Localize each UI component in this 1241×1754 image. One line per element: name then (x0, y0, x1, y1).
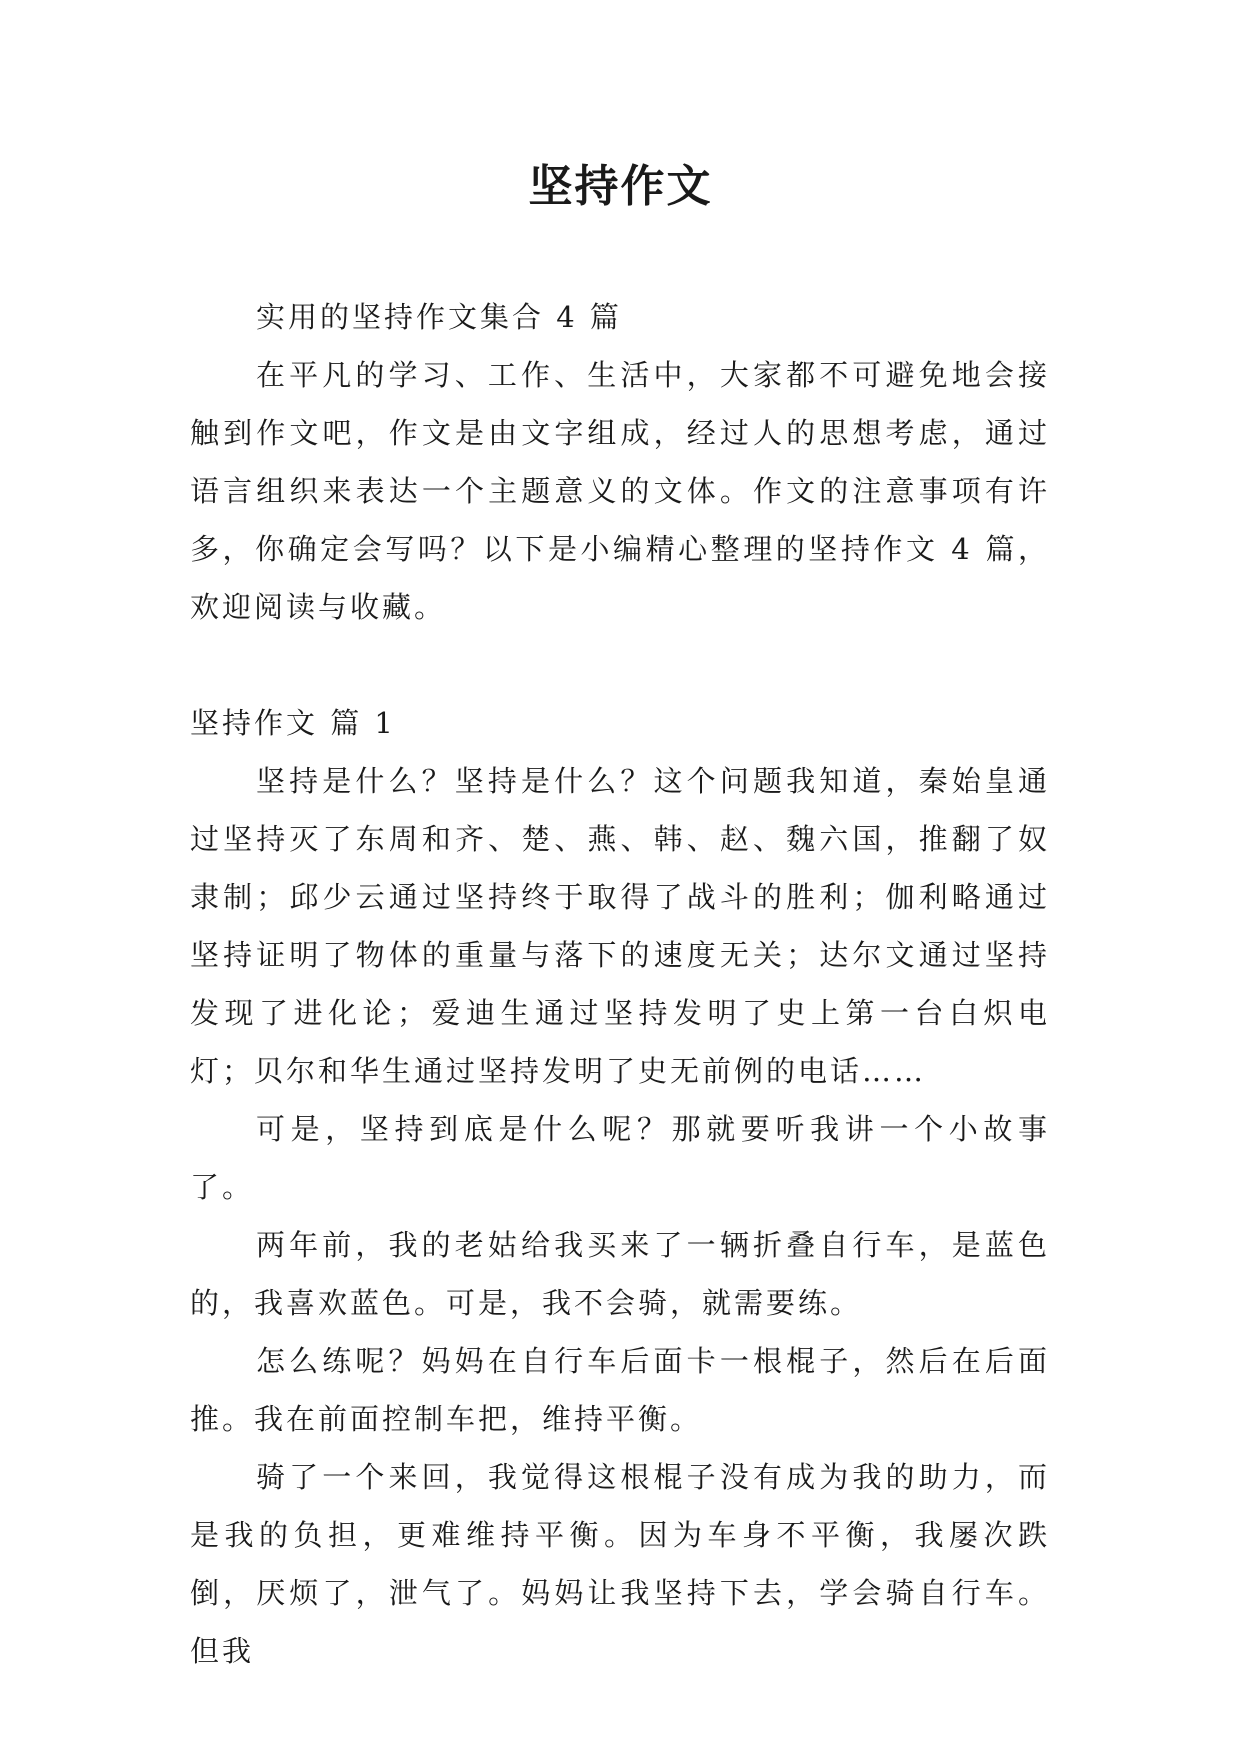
body-paragraph: 坚持是什么？坚持是什么？这个问题我知道，秦始皇通过坚持灭了东周和齐、楚、燕、韩、赵、魏六国，推翻了奴隶制；邱少云通过坚持终于取得了战斗的胜利；伽利略通过坚持证明了物体的重量与落下的速度无关；达尔文通过坚持发现了进化论；爱迪生通过坚持发明了史上第一台白炽电灯；贝尔和华生通过坚持发明了史无前例的电话…… (190, 764, 1050, 1088)
body-paragraph: 可是，坚持到底是什么呢？那就要听我讲一个小故事了。 (190, 1112, 1050, 1204)
body-paragraph: 怎么练呢？妈妈在自行车后面卡一根棍子，然后在后面推。我在前面控制车把，维持平衡。 (190, 1344, 1050, 1436)
section-heading: 坚持作文 篇 1 (190, 706, 396, 740)
intro-paragraph: 在平凡的学习、工作、生活中，大家都不可避免地会接触到作文吧，作文是由文字组成，经过人的思想考虑，通过语言组织来表达一个主题意义的文体。作文的注意事项有许多，你确定会写吗？以下是小编精心整理的坚持作文 4 篇，欢迎阅读与收藏。 (190, 358, 1050, 624)
intro-subtitle: 实用的坚持作文集合 4 篇 (256, 300, 622, 334)
page-title: 坚持作文 (528, 161, 713, 212)
document-body (190, 288, 1050, 1680)
body-paragraph: 骑了一个来回，我觉得这根棍子没有成为我的助力，而是我的负担，更难维持平衡。因为车身不平衡，我屡次跌倒，厌烦了，泄气了。妈妈让我坚持下去，学会骑自行车。但我 (190, 1460, 1050, 1668)
body-paragraph: 两年前，我的老姑给我买来了一辆折叠自行车，是蓝色的，我喜欢蓝色。可是，我不会骑，就需要练。 (190, 1228, 1050, 1320)
